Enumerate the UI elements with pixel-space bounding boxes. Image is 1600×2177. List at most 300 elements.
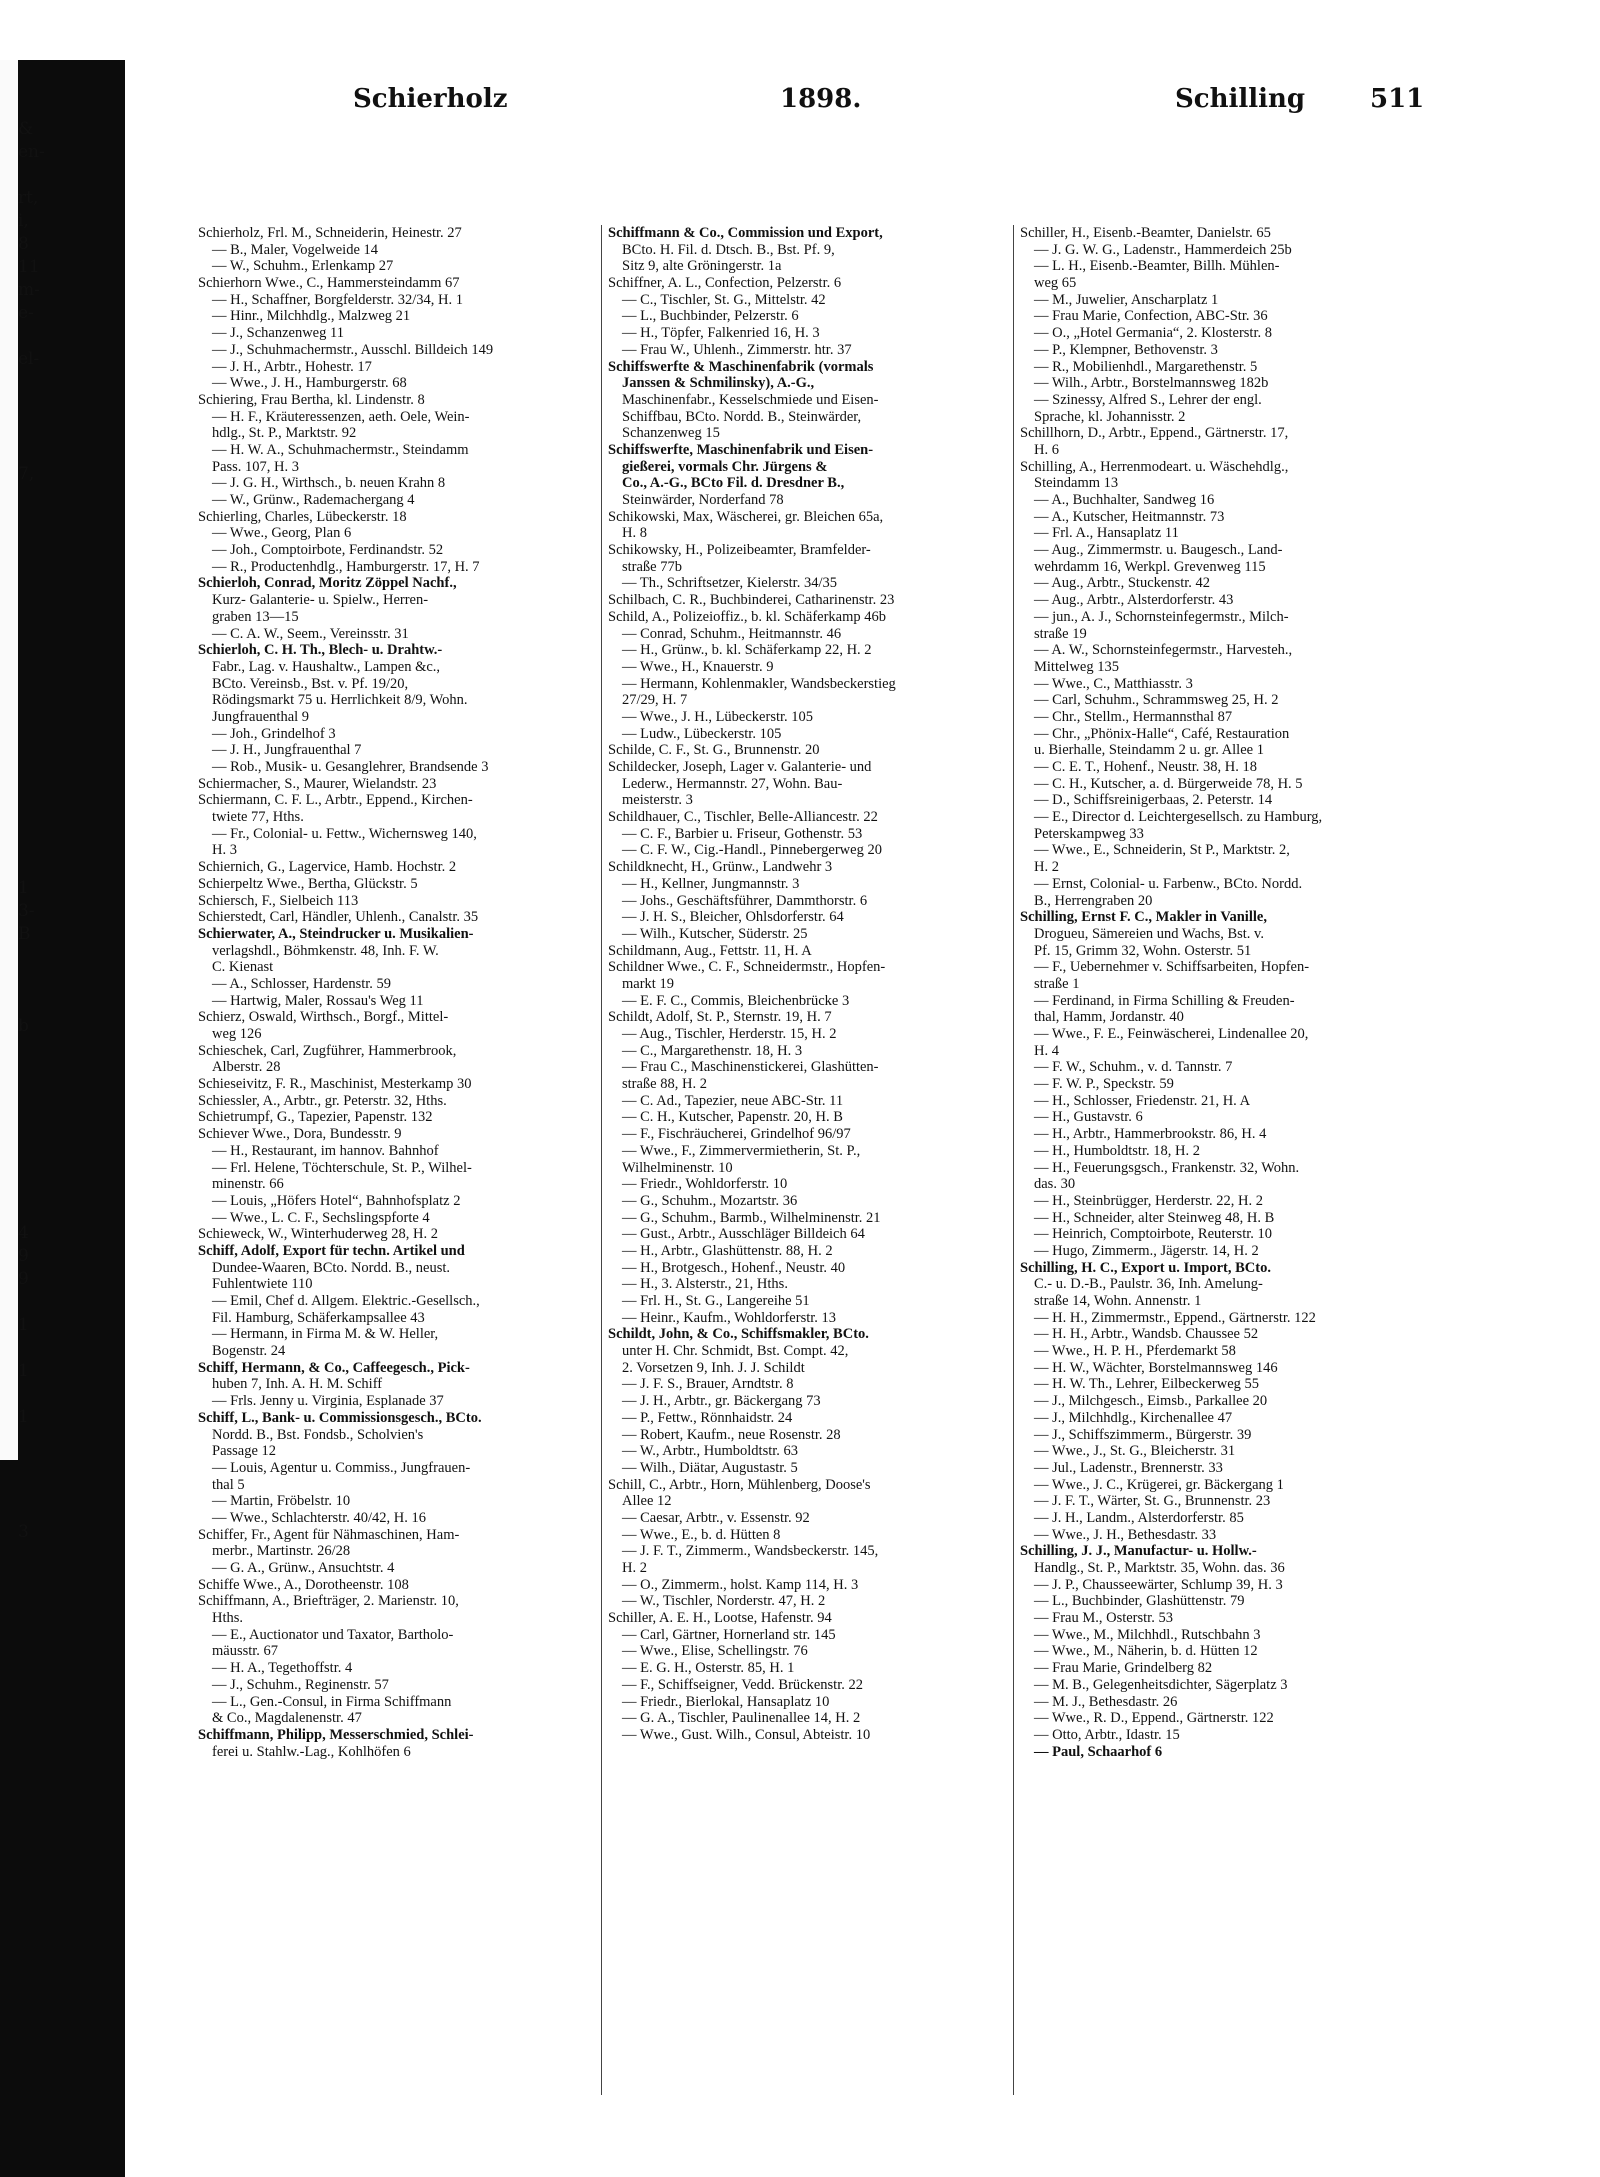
directory-entry-line: — Carl, Schuhm., Schrammsweg 25, H. 2 [1034,692,1279,709]
directory-entry-line: — Frau C., Maschinenstickerei, Glashütten- [622,1059,879,1076]
directory-entry-line: — J. H., Jungfrauenthal 7 [212,742,362,759]
directory-entry-line: BCto. Vereinsb., Bst. v. Pf. 19/20, [212,675,409,692]
directory-entry-line: — Joh., Comptoirbote, Ferdinandstr. 52 [212,542,444,559]
directory-entry-line: — C. E. T., Hohenf., Neustr. 38, H. 18 [1034,759,1257,775]
directory-column-2 [608,225,1008,1744]
previous-page-fragment: en- [18,142,45,162]
previous-page-fragment: e- [18,303,34,323]
directory-entry-line: — Frau Marie, Confection, ABC-Str. 36 [1034,308,1268,325]
directory-entry-line: — J. H., Landm., Alsterdorferstr. 85 [1034,1509,1244,1526]
directory-entry-line: — Wwe., J., St. G., Bleicherstr. 31 [1034,1443,1236,1460]
directory-entry-line: Bogenstr. 24 [212,1343,286,1360]
directory-entry-line: Lederw., Hermannstr. 27, Wohn. Bau- [622,775,843,792]
directory-entry-line: Schierloh, Conrad, Moritz Zöppel Nachf., [198,575,457,592]
directory-entry-line: Schiffswerfte & Maschinenfabrik (vormals [608,358,874,375]
previous-page-fragment: el- [18,349,40,369]
directory-entry-line: — L. H., Eisenb.-Beamter, Billh. Mühlen- [1034,258,1280,275]
previous-page-fragment: 1 [18,878,29,898]
previous-page-edge [18,119,45,1542]
directory-entry-line: Schill, C., Arbtr., Horn, Mühlenberg, Doose's [608,1476,871,1493]
directory-entry-line: — J., Milchhdlg., Kirchenallee 47 [1034,1409,1233,1426]
directory-entry-line: — H., Arbtr., Hammerbrookstr. 86, H. 4 [1034,1126,1267,1143]
directory-entry-line: thal, Hamm, Jordanstr. 40 [1034,1009,1184,1026]
directory-entry-line: — F. W. P., Speckstr. 59 [1034,1076,1174,1093]
directory-entry-line: — F., Uebernehmer v. Schiffsarbeiten, Hopfen- [1034,959,1310,976]
directory-entry-line: H. 3 [212,842,237,859]
directory-entry-line: H. 4 [1034,1042,1059,1059]
directory-entry-line: Schiffbau, BCto. Nordd. B., Steinwärder, [622,408,862,425]
directory-entry-line: — W., Tischler, Norderstr. 47, H. 2 [622,1593,826,1610]
directory-entry-line: — Friedr., Bierlokal, Hansaplatz 10 [622,1693,830,1710]
directory-entry-line: — H., Schlosser, Friedenstr. 21, H. A [1034,1092,1251,1109]
directory-entry-line: mäusstr. 67 [212,1643,279,1660]
directory-entry-line: — Wwe., J. H., Bethesdastr. 33 [1034,1526,1217,1543]
directory-entry-line: twiete 77, Hths. [212,809,304,826]
directory-entry-line: — Ferdinand, in Firma Schilling & Freuden- [1034,992,1295,1009]
directory-entry-line: Schierloh, C. H. Th., Blech- u. Drahtw.- [198,642,443,659]
directory-entry-line: — L., Buchbinder, Glashüttenstr. 79 [1034,1593,1245,1610]
directory-entry-line: & Co., Magdalenenstr. 47 [212,1710,362,1727]
directory-entry-line: — P., Klempner, Bethovenstr. 3 [1034,341,1218,358]
directory-entry-line: — J. G. H., Wirthsch., b. neuen Krahn 8 [212,475,446,492]
directory-entry-line: C. Kienast [212,959,274,976]
directory-entry-line: Schiering, Frau Bertha, kl. Lindenstr. 8 [198,391,425,408]
directory-entry-line: Schiller, A. E. H., Lootse, Hafenstr. 94 [608,1610,832,1627]
directory-entry-line: — C. F. W., Cig.-Handl., Pinnebergerweg 20 [622,842,882,859]
directory-entry-line: — Gust., Arbtr., Ausschläger Billdeich 64 [622,1226,865,1243]
previous-page-fragment: 9 [18,1269,29,1289]
directory-entry-line: — Heinrich, Comptoirbote, Reuterstr. 10 [1034,1226,1273,1243]
directory-entry-line: — Th., Schriftsetzer, Kielerstr. 34/35 [622,575,837,592]
directory-entry-line: — F., Fischräucherei, Grindelhof 96/97 [622,1126,851,1143]
directory-entry-line: Fabr., Lag. v. Haushaltw., Lampen &c., [212,658,441,675]
directory-entry-line: — Friedr., Wohldorferstr. 10 [622,1176,788,1193]
directory-entry-line: — Rob., Musik- u. Gesanglehrer, Brandsende 3 [212,759,489,775]
directory-entry-line: B., Herrengraben 20 [1034,892,1153,909]
directory-entry-line: — Wwe., F., Zimmervermietherin, St. P., [622,1142,861,1159]
directory-entry-line: graben 13—15 [212,608,299,625]
directory-entry-line: — J., Schuhmachermstr., Ausschl. Billdeich 149 [212,341,494,358]
directory-entry-line: Schillhorn, D., Arbtr., Eppend., Gärtnerstr. 17, [1020,425,1289,442]
directory-entry-line: — Wwe., C., Matthiasstr. 3 [1034,675,1193,692]
directory-entry-line: — H., Humboldtstr. 18, H. 2 [1034,1142,1200,1159]
directory-entry-line: — Jul., Ladenstr., Brennerstr. 33 [1034,1459,1223,1476]
previous-page-fragment: rt, [18,188,39,208]
directory-entry-line: Nordd. B., Bst. Fondsb., Scholvien's [212,1426,424,1443]
directory-entry-line: weg 65 [1034,275,1077,292]
directory-entry-line: — Wwe., Elise, Schellingstr. 76 [622,1643,808,1660]
directory-entry-line: — A., Schlosser, Hardenstr. 59 [212,975,392,992]
directory-entry-line: Schilling, A., Herrenmodeart. u. Wäschehdlg., [1020,458,1289,475]
directory-entry-line: — H., Arbtr., Glashüttenstr. 88, H. 2 [622,1242,833,1259]
directory-entry-line: — C. A. W., Seem., Vereinsstr. 31 [212,625,409,642]
directory-entry-line: — M. J., Bethesdastr. 26 [1034,1693,1178,1710]
directory-entry-line: H. 2 [622,1560,647,1576]
directory-entry-line: — Wwe., H. P. H., Pferdemarkt 58 [1034,1343,1236,1360]
directory-entry-line: — O., Zimmerm., holst. Kamp 114, H. 3 [622,1576,859,1593]
directory-entry-line: — Wwe., E., b. d. Hütten 8 [622,1526,781,1543]
column-rule-2 [1013,225,1014,2095]
directory-entry-line: — Wwe., R. D., Eppend., Gärtnerstr. 122 [1034,1710,1274,1727]
directory-entry-line: — Hugo, Zimmerm., Jägerstr. 14, H. 2 [1034,1242,1259,1259]
directory-entry-line: — H. H., Arbtr., Wandsb. Chaussee 52 [1034,1326,1259,1343]
directory-entry-line: — Fr., Colonial- u. Fettw., Wichernsweg 140, [212,825,477,842]
previous-page-fragment: 4 [18,1223,29,1243]
previous-page-fragment: 9 [18,1246,29,1266]
directory-entry-line: — Emil, Chef d. Allgem. Elektric.-Gesellsch., [212,1293,480,1309]
directory-entry-line: — R., Productenhdlg., Hamburgerstr. 17, H. 7 [212,558,480,575]
directory-entry-line: — C. H., Kutscher, a. d. Bürgerweide 78, H. 5 [1034,775,1303,792]
directory-entry-line: Schiff, L., Bank- u. Commissionsgesch., BCto. [198,1409,482,1426]
directory-entry-line: — F. W., Schuhm., v. d. Tannstr. 7 [1034,1059,1233,1076]
directory-entry-line: — H., Feuerungsgsch., Frankenstr. 32, Wohn. [1034,1159,1300,1176]
directory-entry-line: — Ernst, Colonial- u. Farbenw., BCto. Nordd. [1034,875,1303,892]
directory-entry-line: — D., Schiffsreinigerbaas, 2. Peterstr. 14 [1034,792,1273,809]
previous-page-fragment: 8 [18,234,29,254]
directory-entry-line: Schiessler, A., Arbtr., gr. Peterstr. 32, Hths. [198,1092,447,1109]
directory-entry-line: Schilling, J. J., Manufactur- u. Hollw.- [1020,1543,1257,1560]
directory-entry-line: — H., 3. Alsterstr., 21, Hths. [622,1276,788,1293]
directory-entry-line: — Wwe., J. C., Krügerei, gr. Bäckergang 1 [1034,1476,1284,1493]
directory-entry-line: Pass. 107, H. 3 [212,458,300,475]
directory-entry-line: Schilde, C. F., St. G., Brunnenstr. 20 [608,742,820,759]
directory-entry-line: — J. F. T., Zimmerm., Wandsbeckerstr. 145, [622,1543,879,1560]
directory-entry-line: — Louis, „Höfers Hotel“, Bahnhofsplatz 2 [212,1192,461,1209]
directory-entry-line: — Frl. Helene, Töchterschule, St. P., Wilhel- [212,1159,472,1176]
directory-entry-line: — H., Restaurant, im hannov. Bahnhof [212,1142,439,1159]
directory-entry-line: — Wwe., F. E., Feinwäscherei, Lindenallee 20, [1034,1026,1309,1042]
directory-entry-line: Schildhauer, C., Tischler, Belle-Alliancestr. 22 [608,809,878,826]
directory-entry-line: — G. A., Grünw., Ansuchtstr. 4 [212,1560,395,1576]
directory-entry-line: — H., Schaffner, Borgfelderstr. 32/34, H. 1 [212,291,463,308]
directory-entry-line: — H. W. A., Schuhmachermstr., Steindamm [212,441,469,458]
directory-entry-line: — Wwe., M., Näherin, b. d. Hütten 12 [1034,1643,1258,1660]
directory-entry-line: Schiller, H., Eisenb.-Beamter, Danielstr. 65 [1020,225,1271,241]
directory-entry-line: Schild, A., Polizeioffiz., b. kl. Schäferkamp 46b [608,608,887,625]
directory-entry-line: — Wwe., J. H., Lübeckerstr. 105 [622,708,814,725]
directory-entry-line: Schildner Wwe., C. F., Schneidermstr., Hopfen- [608,959,886,976]
directory-entry-line: Schiever Wwe., Dora, Bundesstr. 9 [198,1126,402,1143]
directory-entry-line: — B., Maler, Vogelweide 14 [212,241,379,258]
directory-entry-line: Schierhorn Wwe., C., Hammersteindamm 67 [198,275,460,292]
directory-entry-line: — H. W., Wächter, Borstelmannsweg 146 [1034,1359,1278,1376]
directory-entry-line: — M., Juwelier, Anscharplatz 1 [1034,291,1219,308]
running-head-year: 1898. [780,84,862,114]
directory-entry-line: — Wwe., H., Knauerstr. 9 [622,658,774,675]
directory-entry-line: Alberstr. 28 [212,1059,281,1076]
directory-entry-line: Schiffe Wwe., A., Dorotheenstr. 108 [198,1576,409,1593]
directory-entry-line: das. 30 [1034,1176,1076,1193]
directory-entry-line: Schildmann, Aug., Fettstr. 11, H. A [608,942,812,959]
directory-entry-line: 2. Vorsetzen 9, Inh. J. J. Schildt [622,1359,805,1376]
directory-entry-line: Schanzenweg 15 [622,425,720,442]
directory-entry-line: — F., Schiffseigner, Vedd. Brückenstr. 22 [622,1676,863,1693]
directory-entry-line: — Wilh., Kutscher, Süderstr. 25 [622,925,808,942]
directory-entry-line: — Wilh., Diätar, Augustastr. 5 [622,1459,798,1476]
directory-entry-line: — G., Schuhm., Mozartstr. 36 [622,1192,798,1209]
directory-entry-line: Dundee-Waaren, BCto. Nordd. B., neust. [212,1259,451,1276]
directory-entry-line: — H. A., Tegethoffstr. 4 [212,1660,353,1677]
column-rule-1 [601,225,602,2095]
directory-entry-line: — Szinessy, Alfred S., Lehrer der engl. [1034,391,1262,408]
directory-entry-line: Schildt, Adolf, St. P., Sternstr. 19, H. 7 [608,1009,832,1026]
directory-entry-line: Schierpeltz Wwe., Bertha, Glückstr. 5 [198,875,418,892]
directory-entry-line: — J. H., Arbtr., gr. Bäckergang 73 [622,1393,821,1410]
directory-entry-line: — Frau W., Uhlenh., Zimmerstr. htr. 37 [622,341,852,358]
directory-entry-line: Peterskampweg 33 [1034,825,1144,842]
directory-entry-line: H. 8 [622,525,647,542]
directory-entry-line: 27/29, H. 7 [622,692,688,709]
directory-entry-line: Schikowsky, H., Polizeibeamter, Bramfelder- [608,542,871,559]
directory-entry-line: Steindamm 13 [1034,475,1119,492]
directory-entry-line: — J., Schanzenweg 11 [212,325,344,342]
directory-entry-line: — Robert, Kaufm., neue Rosenstr. 28 [622,1426,841,1443]
directory-entry-line: — Joh., Grindelhof 3 [212,725,336,742]
directory-entry-line: — E., Auctionator und Taxator, Bartholo- [212,1626,454,1643]
directory-entry-line: ferei u. Stahlw.-Lag., Kohlhöfen 6 [212,1743,411,1760]
directory-entry-line: — Wwe., M., Milchhdl., Rutschbahn 3 [1034,1626,1261,1643]
directory-entry-line: Schieseivitz, F. R., Maschinist, Mesterkamp 30 [198,1076,472,1093]
directory-entry-line: C.- u. D.-B., Paulstr. 36, Inh. Amelung- [1034,1276,1263,1293]
directory-entry-line: wehrdamm 16, Werkpl. Grevenweg 115 [1034,558,1266,575]
previous-page-fragment: b [18,1016,29,1036]
directory-entry-line: Schierling, Charles, Lübeckerstr. 18 [198,508,407,525]
previous-page-fragment: i, [18,211,29,231]
directory-entry-line: — A. W., Schornsteinfegermstr., Harvesteh., [1034,642,1293,659]
directory-entry-line: Schiffmann, Philipp, Messerschmied, Schlei- [198,1726,474,1743]
directory-entry-line: Schiffmann & Co., Commission und Export, [608,225,883,241]
directory-entry-line: — E., Director d. Leichtergesellsch. zu Hamburg, [1034,809,1323,826]
directory-entry-line: — Wwe., Gust. Wilh., Consul, Abteistr. 10 [622,1726,871,1743]
directory-entry-line: Drogueu, Sämereien und Wachs, Bst. v. [1034,925,1264,942]
directory-entry-line: — Wwe., E., Schneiderin, St P., Marktstr. 2, [1034,842,1290,859]
directory-column-1 [198,225,593,1760]
running-head-right: Schilling [1175,84,1306,114]
directory-entry-line: — G. A., Tischler, Paulinenallee 14, H. 2 [622,1710,861,1727]
directory-entry-line: unter H. Chr. Schmidt, Bst. Compt. 42, [622,1343,849,1360]
directory-entry-line: Schilling, Ernst F. C., Makler in Vanille, [1020,909,1267,926]
directory-entry-line: Jungfrauenthal 9 [212,708,310,725]
directory-entry-line: — H., Schneider, alter Steinweg 48, H. B [1034,1209,1275,1226]
directory-entry-line: Allee 12 [622,1493,672,1510]
directory-entry-line: — Frau M., Osterstr. 53 [1034,1610,1173,1627]
directory-entry-line: — H. F., Kräuteressenzen, aeth. Oele, Wein- [212,408,470,425]
directory-entry-line: thal 5 [212,1476,245,1493]
previous-page-fragment: 1 [18,1361,29,1381]
directory-entry-line: markt 19 [622,975,674,992]
directory-entry-line: Schierwater, A., Steindrucker u. Musikalien- [198,925,474,942]
directory-entry-line: — Wwe., Georg, Plan 6 [212,525,352,542]
directory-entry-line: — Hartwig, Maler, Rossau's Weg 11 [212,992,424,1009]
previous-page-fragment: 7, [18,464,35,484]
previous-page-fragment: 11 [18,257,40,277]
directory-entry-line: huben 7, Inh. A. H. M. Schiff [212,1376,383,1393]
directory-entry-line: Passage 12 [212,1443,277,1460]
directory-entry-line: H. 6 [1034,441,1059,458]
directory-entry-line: — C., Margarethenstr. 18, H. 3 [622,1042,803,1059]
directory-entry-line: H. 2 [1034,859,1059,876]
directory-entry-line: Wilhelminenstr. 10 [622,1159,733,1176]
directory-entry-line: — H., Kellner, Jungmannstr. 3 [622,875,800,892]
directory-entry-line: — H., Töpfer, Falkenried 16, H. 3 [622,325,820,342]
directory-entry-line: — Heinr., Kaufm., Wohldorferstr. 13 [622,1309,837,1326]
directory-entry-line: Schiernich, G., Lagervice, Hamb. Hochstr. 2 [198,859,457,876]
directory-entry-line: Schiermann, C. F. L., Arbtr., Eppend., Kirchen- [198,792,473,809]
directory-column-3 [1020,225,1430,1760]
directory-entry-line: — R., Mobilienhdl., Margarethenstr. 5 [1034,358,1258,375]
directory-entry-line: straße 19 [1034,625,1087,642]
directory-entry-line: — H. H., Zimmermstr., Eppend., Gärtnerstr. 122 [1034,1309,1316,1326]
directory-entry-line: — H., Gustavstr. 6 [1034,1109,1143,1126]
directory-entry-line: — J. H., Arbtr., Hohestr. 17 [212,358,372,375]
directory-entry-line: — Aug., Tischler, Herderstr. 15, H. 2 [622,1026,837,1042]
directory-entry-line: Schildknecht, H., Grünw., Landwehr 3 [608,859,833,876]
page-number: 511 [1370,84,1425,114]
directory-entry-line: straße 77b [622,558,682,575]
directory-entry-line: — Martin, Fröbelstr. 10 [212,1493,351,1510]
directory-entry-line: Sitz 9, alte Gröningerstr. 1a [622,258,782,275]
directory-entry-line: Schiffswerfte, Maschinenfabrik und Eisen- [608,441,874,458]
directory-entry-line: Rödingsmarkt 75 u. Herrlichkeit 8/9, Wohn. [212,692,468,709]
running-head-left: Schierholz [353,84,508,114]
directory-entry-line: — Caesar, Arbtr., v. Essenstr. 92 [622,1509,810,1526]
directory-entry-line: Kurz- Galanterie- u. Spielw., Herren- [212,592,429,609]
directory-entry-line: Schierz, Oswald, Wirthsch., Borgf., Mittel- [198,1009,449,1026]
directory-entry-line: — Johs., Geschäftsführer, Dammthorstr. 6 [622,892,868,909]
directory-entry-line: straße 14, Wohn. Annenstr. 1 [1034,1293,1202,1309]
directory-entry-line: — Frl. H., St. G., Langereihe 51 [622,1293,810,1309]
directory-entry-line: Schiersch, F., Sielbeich 113 [198,892,359,909]
directory-entry-line: Schildecker, Joseph, Lager v. Galanterie- und [608,759,872,775]
directory-entry-line: — W., Arbtr., Humboldtstr. 63 [622,1443,799,1460]
directory-entry-line: — C. H., Kutscher, Papenstr. 20, H. B [622,1109,843,1126]
directory-entry-line: Schierholz, Frl. M., Schneiderin, Heinestr. 27 [198,225,462,241]
directory-entry-line: — Hinr., Milchhdlg., Malzweg 21 [212,308,411,325]
directory-entry-line: — Frls. Jenny u. Virginia, Esplanade 37 [212,1393,444,1410]
previous-page-fragment: 1 [18,1407,29,1427]
directory-entry-line: — Louis, Agentur u. Commiss., Jungfrauen- [212,1459,471,1476]
directory-entry-line: merbr., Martinstr. 26/28 [212,1543,351,1560]
directory-entry-line: — Aug., Arbtr., Stuckenstr. 42 [1034,575,1211,592]
directory-entry-line: — H., Brotgesch., Hohenf., Neustr. 40 [622,1259,846,1276]
directory-entry-line: — J. G. W. G., Ladenstr., Hammerdeich 25b [1034,241,1292,258]
directory-entry-line: — H. W. Th., Lehrer, Eilbeckerweg 55 [1034,1376,1260,1393]
directory-entry-line: Schiff, Adolf, Export für techn. Artikel und [198,1242,465,1259]
directory-entry-line: Hths. [212,1610,244,1627]
directory-entry-line: — C. F., Barbier u. Friseur, Gothenstr. 53 [622,825,863,842]
directory-entry-line: — E. G. H., Osterstr. 85, H. 1 [622,1660,795,1677]
directory-entry-line: — Frl. A., Hansaplatz 11 [1034,525,1179,542]
directory-entry-line: — Chr., „Phönix-Halle“, Café, Restauration [1034,725,1290,742]
directory-entry-line: — Chr., Stellm., Hermannsthal 87 [1034,708,1233,725]
directory-entry-line: — Wwe., L. C. F., Sechslingspforte 4 [212,1209,430,1226]
directory-entry-line: — A., Buchhalter, Sandweg 16 [1034,492,1215,508]
directory-entry-line: — J. H. S., Bleicher, Ohlsdorferstr. 64 [622,909,844,926]
previous-page-fragment: B [18,924,31,944]
directory-entry-line: minenstr. 66 [212,1176,284,1193]
directory-entry-line: — Frau Marie, Grindelberg 82 [1034,1660,1213,1677]
directory-entry-line: — Carl, Gärtner, Hornerland str. 145 [622,1626,836,1643]
directory-entry-line: — J., Schiffszimmerm., Bürgerstr. 39 [1034,1426,1252,1443]
directory-entry-line: — L., Buchbinder, Pelzerstr. 6 [622,308,799,325]
previous-page-fragment: 1 [18,1315,29,1335]
previous-page-strip [0,60,18,1460]
directory-entry-line: — W., Schuhm., Erlenkamp 27 [212,258,394,275]
directory-entry-line: Handlg., St. P., Marktstr. 35, Wohn. das. 36 [1034,1560,1285,1576]
directory-entry-line: gießerei, vormals Chr. Jürgens & [622,458,828,475]
directory-entry-line: Schieweck, W., Winterhuderweg 28, H. 2 [198,1226,438,1243]
previous-page-fragment: 3- [18,901,35,921]
directory-entry-line: — H., Steinbrügger, Herderstr. 22, H. 2 [1034,1192,1263,1209]
directory-entry-line: — C. Ad., Tapezier, neue ABC-Str. 11 [622,1092,844,1109]
directory-entry-line: — A., Kutscher, Heitmannstr. 73 [1034,508,1225,525]
directory-entry-line: — O., „Hotel Germania“, 2. Klosterstr. 8 [1034,325,1272,342]
directory-entry-line: Fil. Hamburg, Schäferkampsallee 43 [212,1309,425,1326]
directory-entry-line: Pf. 15, Grimm 32, Wohn. Osterstr. 51 [1034,942,1252,959]
directory-entry-line: Sprache, kl. Johannisstr. 2 [1034,408,1186,425]
directory-entry-line: — J., Schuhm., Reginenstr. 57 [212,1676,389,1693]
directory-entry-line: — J., Milchgesch., Eimsb., Parkallee 20 [1034,1393,1268,1410]
previous-page-fragment: & [18,119,34,139]
directory-entry-line: Schiffer, Fr., Agent für Nähmaschinen, Ham- [198,1526,460,1543]
directory-entry-line: Janssen & Schmilinsky), A.-G., [622,375,815,392]
directory-entry-line: — Aug., Zimmermstr. u. Baugesch., Land- [1034,542,1283,559]
directory-entry-line: — W., Grünw., Rademachergang 4 [212,492,415,508]
directory-entry-line: — Hermann, Kohlenmakler, Wandsbeckerstieg [622,675,896,692]
directory-entry-line: u. Bierhalle, Steindamm 2 u. gr. Allee 1 [1034,742,1264,759]
directory-entry-line: — Wilh., Arbtr., Borstelmannsweg 182b [1034,375,1269,392]
directory-entry-line: Schieschek, Carl, Zugführer, Hammerbrook, [198,1042,457,1059]
directory-entry-line: Schilling, H. C., Export u. Import, BCto. [1020,1259,1271,1276]
directory-entry-line: — J. F. T., Wärter, St. G., Brunnenstr. 23 [1034,1493,1271,1510]
directory-entry-line: Schietrumpf, G., Tapezier, Papenstr. 132 [198,1109,433,1126]
directory-entry-line: straße 88, H. 2 [622,1076,707,1093]
directory-entry-line: — Hermann, in Firma M. & W. Heller, [212,1326,439,1343]
directory-entry-line: — Paul, Schaarhof 6 [1034,1743,1163,1760]
directory-entry-line: — Wwe., J. H., Hamburgerstr. 68 [212,375,407,392]
directory-entry-line: — C., Tischler, St. G., Mittelstr. 42 [622,291,826,308]
previous-page-fragment: 3 [18,1522,29,1542]
directory-entry-line: — Aug., Arbtr., Alsterdorferstr. 43 [1034,592,1234,609]
directory-entry-line: BCto. H. Fil. d. Dtsch. B., Bst. Pf. 9, [622,241,835,258]
directory-entry-line: — Ludw., Lübeckerstr. 105 [622,725,782,742]
directory-entry-line: Schierstedt, Carl, Händler, Uhlenh., Canalstr. 35 [198,909,479,926]
directory-entry-line: Mittelweg 135 [1034,658,1119,675]
directory-entry-line: — H., Grünw., b. kl. Schäferkamp 22, H. 2 [622,642,872,659]
directory-entry-line: Schiffner, A. L., Confection, Pelzerstr. 6 [608,275,842,292]
directory-entry-line: — Otto, Arbtr., Idastr. 15 [1034,1726,1180,1743]
directory-entry-line: Schiffmann, A., Briefträger, 2. Marienstr. 10, [198,1593,459,1610]
directory-entry-line: verlagshdl., Böhmkenstr. 48, Inh. F. W. [212,942,439,959]
directory-entry-line: — P., Fettw., Rönnhaidstr. 24 [622,1409,793,1426]
directory-entry-line: — J. F. S., Brauer, Arndtstr. 8 [622,1376,794,1393]
directory-entry-line: — Conrad, Schuhm., Heitmannstr. 46 [622,625,842,642]
directory-entry-line: weg 126 [212,1026,262,1042]
directory-entry-line: Fuhlentwiete 110 [212,1276,313,1293]
directory-entry-line: — jun., A. J., Schornsteinfegermstr., Milch- [1034,608,1289,625]
directory-entry-line: Schildt, John, & Co., Schiffsmakler, BCto. [608,1326,869,1343]
directory-entry-line: — Wwe., Schlachterstr. 40/42, H. 16 [212,1509,426,1526]
directory-entry-line: Co., A.-G., BCto Fil. d. Dresdner B., [622,475,845,492]
directory-entry-line: — M. B., Gelegenheitsdichter, Sägerplatz 3 [1034,1676,1288,1693]
directory-entry-line: meisterstr. 3 [622,792,693,809]
directory-entry-line: Schikowski, Max, Wäscherei, gr. Bleichen 65a, [608,508,884,525]
directory-entry-line: Steinwärder, Norderfand 78 [622,492,784,508]
directory-entry-line: Schiermacher, S., Maurer, Wielandstr. 23 [198,775,437,792]
directory-entry-line: Schilbach, C. R., Buchbinderei, Catharinenstr. 23 [608,592,895,609]
directory-entry-line: — E. F. C., Commis, Bleichenbrücke 3 [622,992,850,1009]
previous-page-fragment: m- [18,280,40,300]
